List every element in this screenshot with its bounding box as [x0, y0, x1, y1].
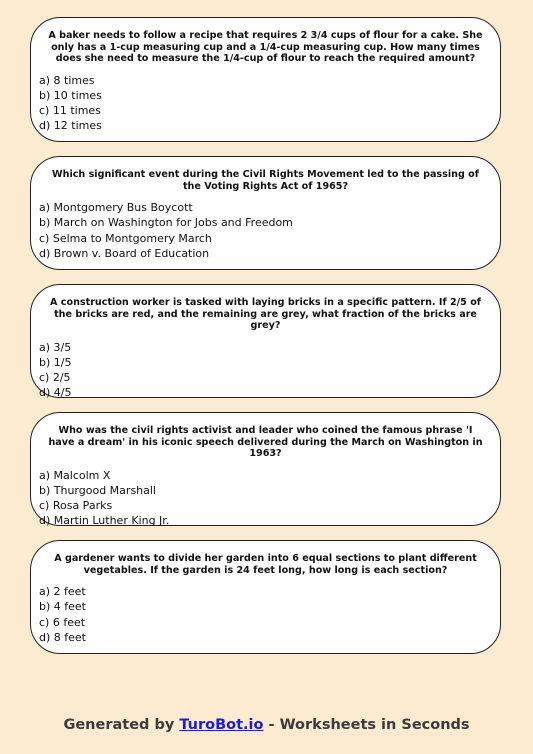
answer-option: a) 3/5 — [39, 340, 72, 354]
answer-options — [39, 73, 500, 134]
question-text: A construction worker is tasked with laying bricks in a specific pattern. If 2/5 of the bricks are red, and the remaining are grey, what fraction of the bricks are grey? — [50, 297, 481, 331]
question-text: Which significant event during the Civil Rights Movement led to the passing of the Voting Rights Act of 1965? — [52, 169, 479, 192]
question-text: A gardener wants to divide her garden into 6 equal sections to plant different vegetables. If the garden is 24 feet long, how long is each section? — [54, 553, 477, 576]
answer-option: a) 8 times — [39, 73, 95, 87]
question-card-2 — [30, 156, 501, 270]
question-text: Who was the civil rights activist and leader who coined the famous phrase 'I have a dream' in his iconic speech delivered during the March on Washington in 1963? — [48, 425, 483, 459]
answer-options — [39, 584, 500, 645]
footer — [0, 717, 533, 733]
question-card-5 — [30, 540, 501, 654]
answer-option: c) Selma to Montgomery March — [39, 231, 212, 245]
question-card-4 — [30, 412, 501, 526]
answer-option: c) Rosa Parks — [39, 499, 113, 513]
answer-option: b) 1/5 — [39, 355, 72, 369]
footer-prefix: Generated by — [63, 717, 180, 733]
answer-option: d) 4/5 — [39, 386, 72, 400]
answer-option: c) 2/5 — [39, 371, 71, 385]
answer-option: a) Malcolm X — [39, 468, 111, 482]
answer-option: b) 4 feet — [39, 600, 86, 614]
turobot-link[interactable]: TuroBot.io — [179, 717, 264, 733]
answer-option: c) 6 feet — [39, 615, 86, 629]
question-card-1 — [30, 17, 501, 142]
answer-option: d) 12 times — [39, 119, 102, 133]
answer-options — [39, 340, 500, 401]
answer-option: d) Martin Luther King Jr. — [39, 514, 170, 528]
footer-suffix: - Worksheets in Seconds — [263, 717, 470, 733]
answer-option: d) Brown v. Board of Education — [39, 246, 210, 260]
answer-option: d) 8 feet — [39, 630, 86, 644]
answer-option: a) 2 feet — [39, 585, 86, 598]
answer-options — [39, 468, 500, 529]
answer-options — [39, 200, 500, 261]
answer-option: b) Thurgood Marshall — [39, 483, 156, 497]
question-card-3 — [30, 284, 501, 398]
answer-option: b) 10 times — [39, 88, 102, 102]
answer-option: a) Montgomery Bus Boycott — [39, 201, 193, 214]
answer-option: c) 11 times — [39, 104, 101, 118]
question-text: A baker needs to follow a recipe that requires 2 3/4 cups of flour for a cake. She only has a 1-cup measuring cup and a 1/4-cup measuring cup. How many times does she need to measure the 1/4-cup of flour to reach the required amount? — [48, 30, 483, 64]
answer-option: b) March on Washington for Jobs and Freedom — [39, 216, 293, 230]
